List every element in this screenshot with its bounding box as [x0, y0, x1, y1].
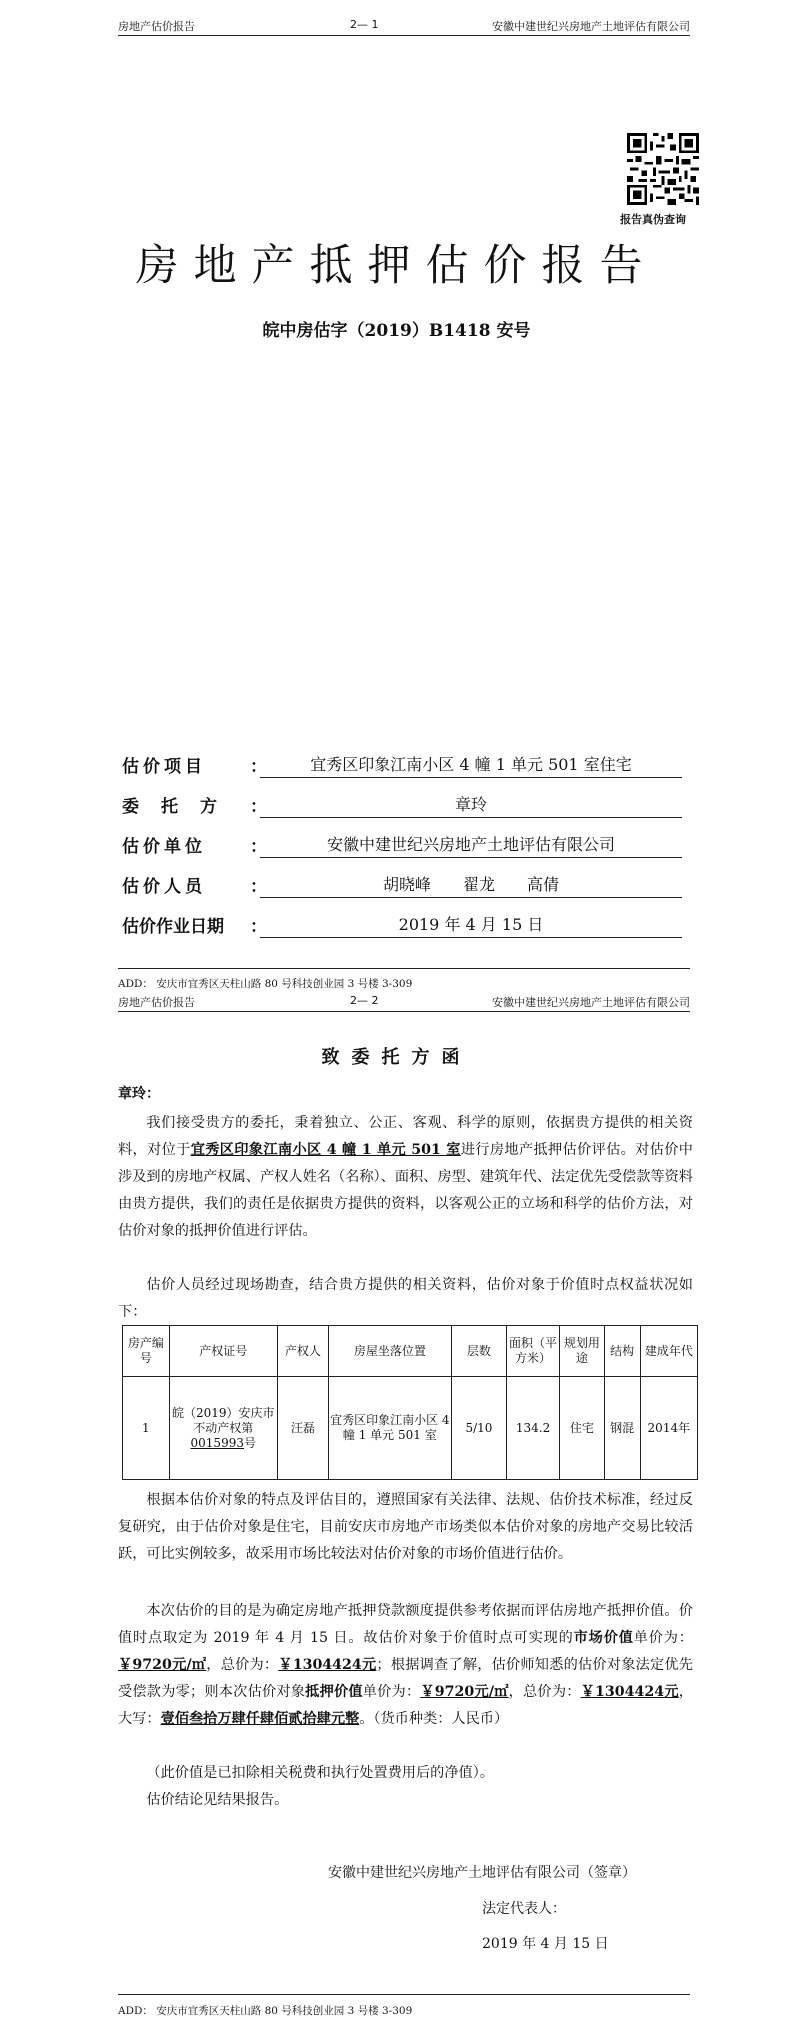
page2-header — [118, 991, 690, 1012]
column-header: 结构 — [604, 1326, 640, 1377]
column-header: 规划用途 — [560, 1326, 605, 1377]
text: 号 — [243, 1435, 256, 1450]
cell-area: 134.2 — [507, 1377, 560, 1480]
unit-price-mortgage: ￥9720元/㎡ — [420, 1684, 509, 1700]
letter-title: 致委托方函 — [321, 1047, 472, 1068]
header-left: 房地产估价报告 — [118, 20, 195, 33]
info-colon: ： — [250, 837, 267, 857]
info-colon: ： — [250, 757, 267, 777]
info-value: 2019 年 4 月 15 日 — [260, 912, 682, 938]
table-header-row — [123, 1326, 698, 1377]
table-row — [123, 1377, 698, 1480]
text: ，总价为： — [206, 1657, 279, 1673]
info-value: 章玲 — [260, 792, 682, 818]
footer-address: ADD： 安庆市宜秀区天柱山路 80 号科技创业园 3 号楼 3-309 — [118, 2005, 413, 2017]
amount-in-words: 壹佰叁拾万肆仟肆佰贰拾肆元整 — [160, 1711, 360, 1727]
column-header: 建成年代 — [640, 1326, 697, 1377]
paragraph-3: 根据本估价对象的特点及评估目的，遵照国家有关法律、法规、估价技术标准，经过反复研究，由于估价对象是住宅，目前安庆市房地产市场类似本估价对象的房地产交易比较活跃，可比实例较多，故采用市场比较法对估价对象的市场价值进行估价。 — [118, 1492, 693, 1562]
total-price-mortgage: ￥1304424元 — [580, 1684, 679, 1700]
footer-divider — [118, 968, 690, 969]
text: 单价为： — [362, 1684, 421, 1700]
qr-caption: 报告真伪查询 — [620, 213, 686, 226]
cell-number: 1 — [123, 1377, 170, 1480]
signature-date: 2019 年 4 月 15 日 — [482, 1936, 609, 1952]
property-table — [122, 1325, 698, 1480]
cell-floors: 5/10 — [451, 1377, 506, 1480]
info-row-project — [122, 750, 682, 778]
text: ，总价为： — [508, 1684, 581, 1700]
market-value-label: 市场价值 — [573, 1630, 634, 1646]
info-colon: ： — [250, 917, 267, 937]
info-colon: ： — [250, 797, 267, 817]
addressee: 章玲： — [118, 1086, 160, 1102]
header-page-number: 2— 2 — [350, 994, 379, 1007]
signature-company: 安徽中建世纪兴房地产土地评估有限公司（签章） — [328, 1865, 636, 1881]
text: 。（货币种类：人民币） — [359, 1711, 509, 1727]
text: 进行房地产抵押估价评估。对估价中涉及到的房地产权属、产权人姓名（名称）、面积、房型、建筑年代、法定优先受偿款等资料由贵方提供，我们的责任是依据贵方提供的资料，以客观公正的立场和科学的估价方法，对估价对象的抵押价值进行评估。 — [118, 1142, 693, 1239]
property-address: 宜秀区印象江南小区 4 幢 1 单元 501 室 — [190, 1142, 461, 1158]
header-company: 安徽中建世纪兴房地产土地评估有限公司 — [492, 996, 690, 1009]
info-value: 胡晓峰 翟龙 高倩 — [260, 872, 682, 898]
report-title: 房地产抵押估价报告 — [135, 241, 658, 291]
column-header: 产权证号 — [169, 1326, 277, 1377]
info-label: 估价单位 — [122, 837, 206, 857]
text: 本次估价的目的是为确定房地产抵押贷款额度提供参考依据而评估房地产抵押价值。价值时点取定为 2019 年 4 月 15 日。故估价对象于价值时点可实现的 — [118, 1603, 693, 1646]
footer-divider — [118, 1994, 690, 1995]
column-header: 房产编号 — [123, 1326, 170, 1377]
qr-code[interactable] — [627, 133, 699, 205]
cell-use: 住宅 — [560, 1377, 605, 1480]
text: 我们接受贵方的委托，秉着独立、公正、客观、科学的原则，依据贵方提供的相关资料，对位于 — [118, 1115, 693, 1158]
column-header: 房屋坐落位置 — [328, 1326, 451, 1377]
info-value: 安徽中建世纪兴房地产土地评估有限公司 — [260, 832, 682, 858]
header-company: 安徽中建世纪兴房地产土地评估有限公司 — [492, 20, 690, 33]
unit-price-market: ￥9720元/㎡ — [118, 1657, 207, 1673]
text: ；根据调查了解，估价师知悉的估价对象法定优先受偿款为零；则本次估价对象 — [118, 1657, 693, 1700]
cell-certificate — [169, 1377, 277, 1480]
cell-location: 宜秀区印象江南小区 4 幢 1 单元 501 室 — [328, 1377, 451, 1480]
column-header: 层数 — [451, 1326, 506, 1377]
paragraph-5: （此价值是已扣除相关税费和执行处置费用后的净值）。 — [146, 1765, 494, 1781]
cell-structure: 钢混 — [604, 1377, 640, 1480]
paragraph-6: 估价结论见结果报告。 — [146, 1792, 289, 1808]
text: ，大写： — [118, 1684, 693, 1727]
mortgage-value-label: 抵押价值 — [305, 1684, 363, 1700]
header-left: 房地产估价报告 — [118, 996, 195, 1009]
info-label: 估价人员 — [122, 877, 206, 897]
info-row-client — [122, 790, 682, 818]
info-label: 估价作业日期 — [122, 917, 224, 937]
legal-representative: 法定代表人： — [482, 1901, 566, 1917]
info-row-appraiser-company — [122, 830, 682, 858]
column-header: 产权人 — [277, 1326, 328, 1377]
info-row-appraisers — [122, 870, 682, 898]
certificate-number: 0015993 — [190, 1435, 244, 1450]
cell-year: 2014年 — [640, 1377, 697, 1480]
total-price-market: ￥1304424元 — [278, 1657, 377, 1673]
footer-address: ADD： 安庆市宜秀区天柱山路 80 号科技创业园 3 号楼 3-309 — [118, 978, 413, 990]
paragraph-4 — [118, 1598, 693, 1733]
paragraph-1 — [118, 1110, 693, 1245]
info-label: 估价项目 — [122, 757, 206, 777]
info-row-work-date — [122, 910, 682, 938]
paragraph-2: 估价人员经过现场勘查，结合贵方提供的相关资料，估价对象于价值时点权益状况如下： — [118, 1277, 693, 1320]
document-number: 皖中房估字（2019）B1418 安号 — [262, 321, 531, 341]
header-page-number: 2— 1 — [350, 18, 379, 31]
info-label: 委托方 — [122, 797, 239, 817]
page1-header — [118, 15, 690, 36]
text: 单价为： — [633, 1630, 693, 1646]
column-header: 面积（平方米） — [507, 1326, 560, 1377]
cell-owner: 汪磊 — [277, 1377, 328, 1480]
info-value: 宜秀区印象江南小区 4 幢 1 单元 501 室住宅 — [260, 752, 682, 778]
text: 皖（2019）安庆市不动产权第 — [172, 1405, 275, 1435]
info-colon: ： — [250, 877, 267, 897]
